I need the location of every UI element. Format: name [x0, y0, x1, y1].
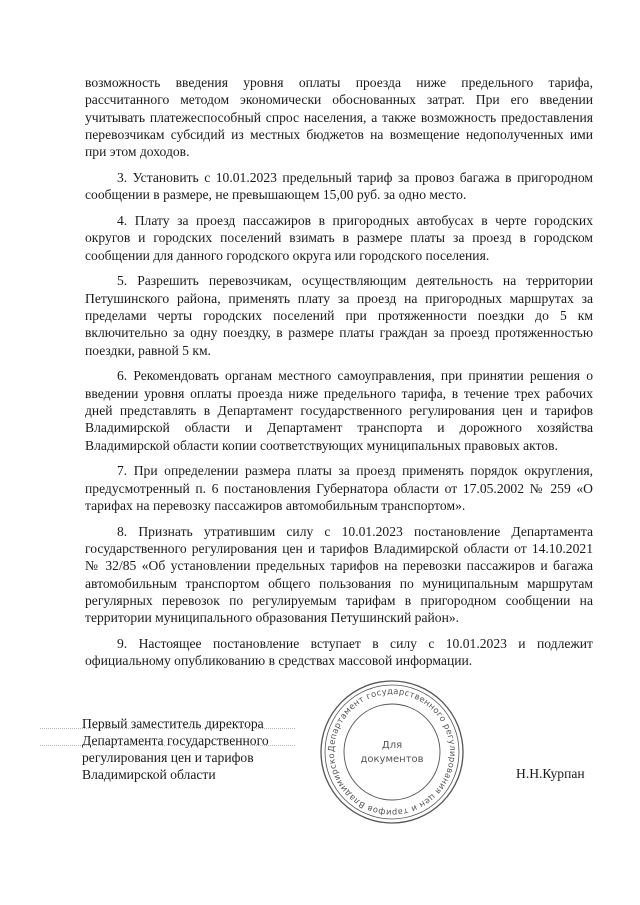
stamp-ring-text: Департамент государственного регулирования цен и тарифов Владимирско — [325, 685, 459, 819]
document-body — [85, 74, 593, 678]
paragraph-4: 4. Плату за проезд пассажиров в пригородных автобусах в черте городских округов и городских поселений взимать в размере платы за проезд в городском сообщении для данного городского округа или городского поселения. — [85, 213, 593, 263]
paragraph-7: 7. При определении размера платы за проезд применять порядок округления, предусмотренный п. 6 постановления Губернатора области от 17.05.2002 № 259 «О тарифах на перевозку пассажиров автомобильным транспортом». — [85, 463, 593, 514]
signer-title-line3: регулирования цен и тарифов — [82, 750, 254, 765]
stamp-seal-icon — [318, 678, 466, 826]
paragraph-9: 9. Настоящее постановление вступает в силу с 10.01.2023 и подлежит официальному опубликованию в средствах массовой информации. — [85, 636, 593, 669]
paragraph-continuation: возможность введения уровня оплаты проезда ниже предельного тарифа, рассчитанного методом экономически обоснованных затрат. При его введении учитывать платежеспособный спрос населения, а также возможность предоставления перевозчикам субсидий из местных бюджетов на возмещение недополученных ими при этом доходов. — [85, 75, 593, 160]
official-stamp — [318, 678, 466, 826]
paragraph-5: 5. Разрешить перевозчикам, осуществляющим деятельность на территории Петушинского района, применять плату за проезд на пригородных маршрутах за пределами черты городских поселений при протяженности поездки до 5 км включительно за одну поездку, в размере платы граждан за проезд протяженностью поездки, равной 5 км. — [85, 273, 593, 358]
stamp-center-line2: документов — [360, 754, 424, 765]
signer-title-line1: Первый заместитель директора — [82, 716, 264, 731]
signer-title-line2: Департамента государственного — [82, 733, 269, 748]
signature-block — [82, 715, 322, 783]
paragraph-8: 8. Признать утратившим силу с 10.01.2023 постановление Департамента государственного регулирования цен и тарифов Владимирской области от 14.10.2021 № 32/85 «Об установлении предельных тарифов на перевозки пассажиров и багажа автомобильным транспортом общего пользования по муниципальным маршрутам регулярных перевозок по регулируемым тарифам в пригородном сообщении на территории муниципального образования Петушинский район». — [85, 523, 593, 626]
stamp-center-line1: Для — [381, 740, 403, 751]
paragraph-3: 3. Установить с 10.01.2023 предельный тариф за провоз багажа в пригородном сообщении в размере, не превышающем 15,00 руб. за одно место. — [85, 169, 593, 203]
signer-name: Н.Н.Курпан — [516, 766, 585, 781]
signer-title-line4: Владимирской области — [82, 767, 216, 782]
paragraph-6: 6. Рекомендовать органам местного самоуправления, при принятии решения о введении уровня оплаты проезда ниже предельного тарифа, в течение трех рабочих дней представлять в Департамент государственного регулирования цен и тарифов Владимирской области и Департамент транспорта и дорожного хозяйства Владимирской области копии соответствующих муниципальных правовых актов. — [85, 368, 593, 453]
